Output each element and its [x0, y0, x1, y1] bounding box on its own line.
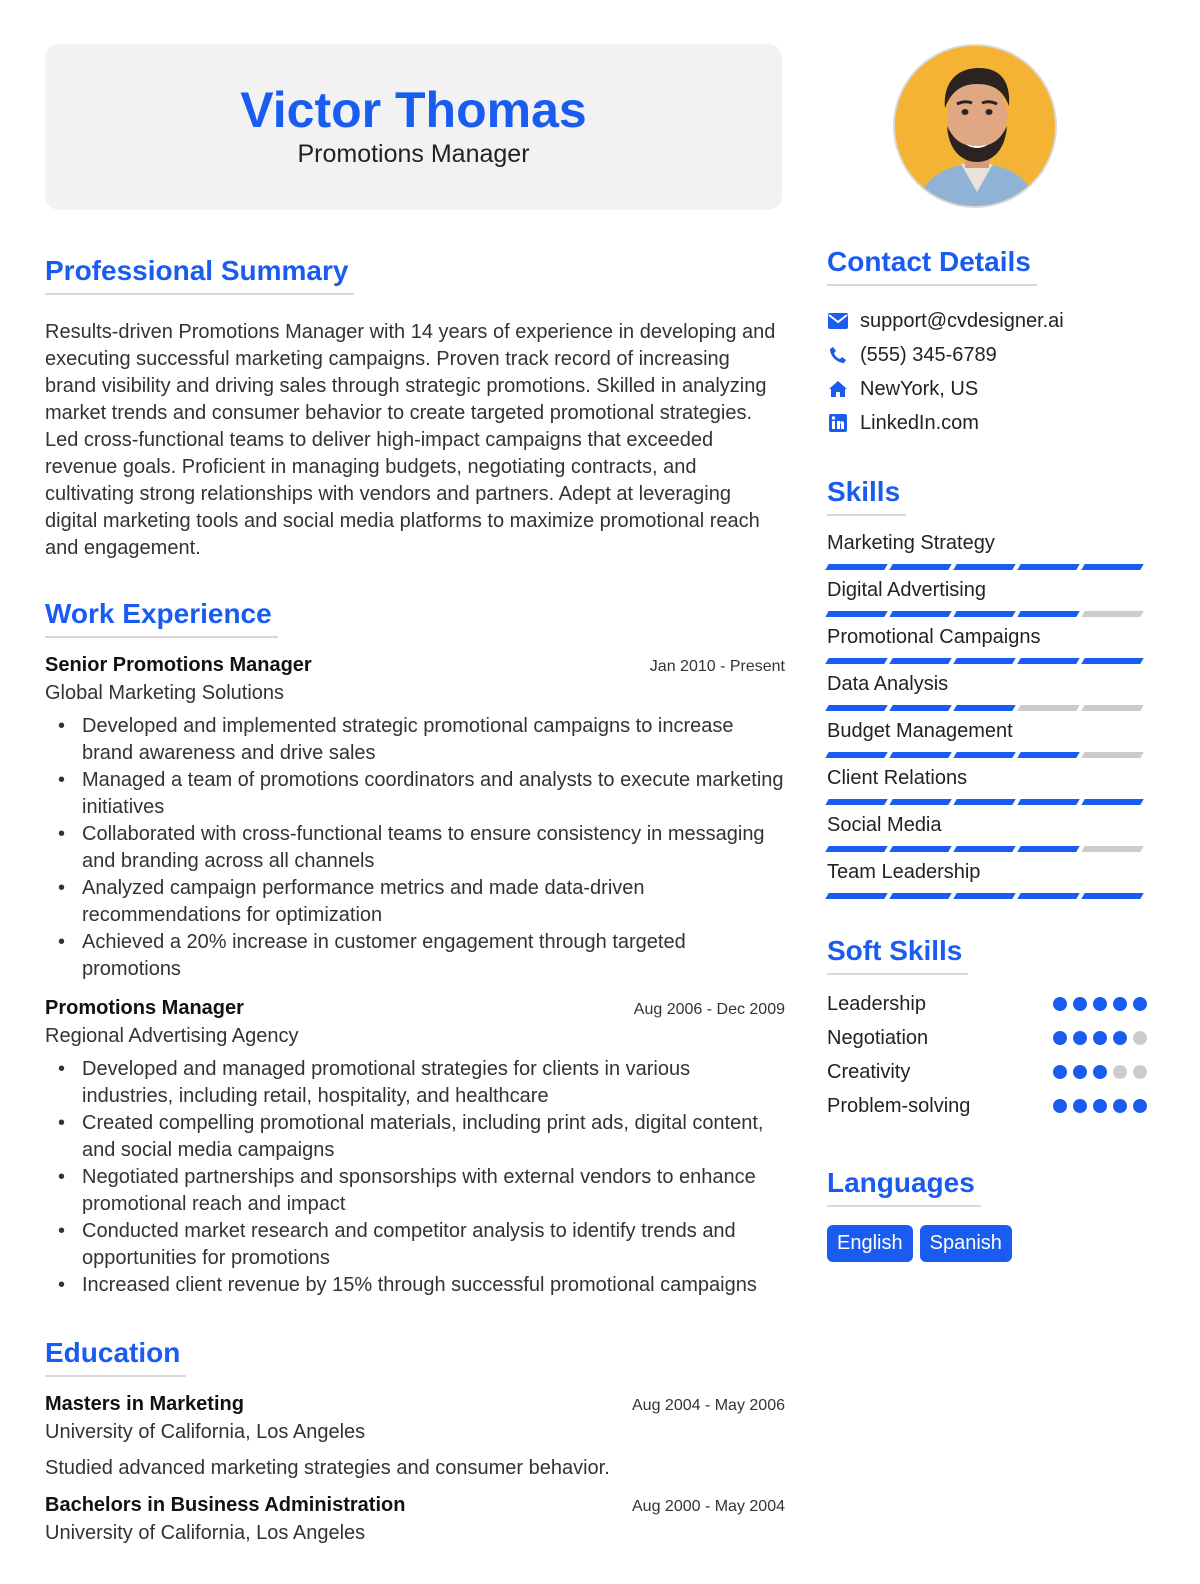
skill-level-segment	[1081, 893, 1143, 899]
skill-level-segment	[889, 752, 951, 758]
rating-dot	[1073, 997, 1087, 1011]
degree-title: Masters in Marketing	[45, 1393, 244, 1415]
job-bullet: • Created compelling promotional materials, including print ads, digital content, and social media campaigns	[45, 1110, 785, 1164]
contact-heading: Contact Details	[827, 246, 1037, 286]
summary-text: Results-driven Promotions Manager with 14 years of experience in developing and executing successful marketing campaigns. Proven track record of increasing brand visibility and driving sales through strategic promotions. Skilled in analyzing market trends and consumer behavior to create targeted promotional strategies. Led cross-functional teams to deliver high-impact campaigns that exceeded revenue goals. Proficient in managing budgets, negotiating contracts, and cultivating strong relationships with vendors and partners. Adept at leveraging digital marketing tools and social media platforms to maximize promotional reach and engagement.	[45, 321, 776, 559]
skill-level-bar	[827, 846, 1147, 852]
soft-skill-name: Creativity	[827, 1060, 911, 1083]
skill-level-segment	[825, 799, 887, 805]
job-bullet: • Increased client revenue by 15% through successful promotional campaigns	[45, 1272, 785, 1299]
contact-list	[827, 304, 1147, 440]
skill-item	[827, 718, 1147, 758]
skill-level-segment	[825, 705, 887, 711]
school-name: University of California, Los Angeles	[45, 1421, 366, 1443]
skill-level-segment	[889, 564, 951, 570]
school-name: University of California, Los Angeles	[45, 1522, 366, 1544]
envelope-icon	[827, 311, 849, 331]
job-company: Global Marketing Solutions	[45, 682, 285, 704]
skill-item	[827, 577, 1147, 617]
job-bullet: • Negotiated partnerships and sponsorships with external vendors to enhance promotional reach and impact	[45, 1164, 785, 1218]
skill-name: Budget Management	[827, 720, 1013, 742]
skill-level-segment	[1081, 705, 1143, 711]
rating-dot	[1133, 997, 1147, 1011]
rating-dot	[1053, 1031, 1067, 1045]
skill-level-bar	[827, 705, 1147, 711]
skill-level-segment	[953, 658, 1015, 664]
skills-heading: Skills	[827, 476, 906, 516]
rating-dot	[1113, 997, 1127, 1011]
skill-level-segment	[1017, 893, 1079, 899]
rating-dot	[1133, 1065, 1147, 1079]
skill-name: Data Analysis	[827, 673, 949, 695]
skill-item	[827, 530, 1147, 570]
soft-skill-name: Leadership	[827, 992, 926, 1015]
languages-list	[827, 1225, 1147, 1262]
skill-level-segment	[1081, 846, 1143, 852]
rating-dot	[1053, 1099, 1067, 1113]
skill-level-segment	[825, 611, 887, 617]
rating-dot	[1053, 1065, 1067, 1079]
skill-level-segment	[825, 564, 887, 570]
skill-level-segment	[1081, 799, 1143, 805]
contact-location	[827, 372, 1147, 406]
skill-level-bar	[827, 893, 1147, 899]
job-entry	[45, 654, 785, 983]
skill-item	[827, 859, 1147, 899]
skill-level-segment	[889, 799, 951, 805]
soft-skill-name: Problem-solving	[827, 1094, 971, 1117]
skill-name: Social Media	[827, 814, 942, 836]
job-bullet: • Analyzed campaign performance metrics and made data-driven recommendations for optimization	[45, 875, 785, 929]
candidate-name: Victor Thomas	[240, 82, 587, 138]
linkedin-icon	[827, 413, 849, 433]
soft-skill-item	[827, 1089, 1147, 1123]
soft-skill-rating	[1053, 1031, 1147, 1045]
skill-level-segment	[1017, 611, 1079, 617]
profile-photo	[893, 44, 1057, 208]
skill-level-segment	[825, 846, 887, 852]
job-bullets	[45, 713, 785, 983]
job-date: Jan 2010 - Present	[649, 658, 785, 675]
skill-level-segment	[889, 893, 951, 899]
skill-name: Digital Advertising	[827, 579, 986, 601]
rating-dot	[1073, 1065, 1087, 1079]
job-title: Promotions Manager	[45, 997, 244, 1019]
skill-level-bar	[827, 752, 1147, 758]
skill-level-segment	[1017, 658, 1079, 664]
soft-skill-rating	[1053, 997, 1147, 1011]
contact-email-text: support@cvdesigner.ai	[860, 309, 1064, 332]
skill-level-segment	[825, 658, 887, 664]
education-entry	[45, 1494, 785, 1545]
rating-dot	[1093, 997, 1107, 1011]
candidate-role: Promotions Manager	[297, 140, 530, 168]
education-description: Studied advanced marketing strategies and consumer behavior.	[45, 1457, 610, 1479]
rating-dot	[1113, 1099, 1127, 1113]
rating-dot	[1133, 1099, 1147, 1113]
home-icon	[827, 379, 849, 399]
skill-level-segment	[1017, 846, 1079, 852]
summary-heading: Professional Summary	[45, 255, 354, 295]
job-bullets	[45, 1056, 785, 1299]
degree-title: Bachelors in Business Administration	[45, 1494, 406, 1516]
skill-item	[827, 765, 1147, 805]
skill-level-bar	[827, 564, 1147, 570]
skill-level-segment	[1017, 705, 1079, 711]
rating-dot	[1073, 1031, 1087, 1045]
rating-dot	[1093, 1065, 1107, 1079]
job-bullet: • Achieved a 20% increase in customer engagement through targeted promotions	[45, 929, 785, 983]
header-card	[45, 44, 782, 210]
skill-item	[827, 812, 1147, 852]
contact-linkedin-text: LinkedIn.com	[860, 411, 979, 434]
education-date: Aug 2004 - May 2006	[632, 1397, 785, 1414]
soft-skills-list	[827, 987, 1147, 1123]
sidebar-column	[827, 246, 1147, 1262]
job-date: Aug 2006 - Dec 2009	[633, 1001, 785, 1018]
language-badge: English	[827, 1225, 913, 1262]
contact-phone[interactable]	[827, 338, 1147, 372]
skill-level-segment	[889, 705, 951, 711]
skill-level-segment	[825, 893, 887, 899]
skill-level-segment	[953, 564, 1015, 570]
job-entry	[45, 997, 785, 1299]
languages-heading: Languages	[827, 1167, 981, 1207]
job-bullet: • Developed and managed promotional strategies for clients in various industries, including retail, hospitality, and healthcare	[45, 1056, 785, 1110]
skill-level-segment	[953, 752, 1015, 758]
rating-dot	[1093, 1099, 1107, 1113]
soft-skill-item	[827, 987, 1147, 1021]
job-bullet: • Managed a team of promotions coordinators and analysts to execute marketing initiatives	[45, 767, 785, 821]
skill-level-bar	[827, 658, 1147, 664]
skill-level-segment	[953, 611, 1015, 617]
skill-name: Promotional Campaigns	[827, 626, 1041, 648]
skill-level-bar	[827, 611, 1147, 617]
rating-dot	[1113, 1065, 1127, 1079]
skill-name: Client Relations	[827, 767, 968, 789]
job-bullet: • Developed and implemented strategic promotional campaigns to increase brand awareness and drive sales	[45, 713, 785, 767]
skill-level-segment	[1081, 611, 1143, 617]
skill-level-segment	[1081, 658, 1143, 664]
phone-icon	[827, 345, 849, 365]
experience-heading: Work Experience	[45, 598, 278, 638]
education-entry	[45, 1393, 785, 1480]
soft-skill-rating	[1053, 1099, 1147, 1113]
skill-level-segment	[953, 893, 1015, 899]
contact-phone-text: (555) 345-6789	[860, 343, 997, 366]
soft-skill-rating	[1053, 1065, 1147, 1079]
language-badge: Spanish	[920, 1225, 1012, 1262]
skill-level-segment	[953, 705, 1015, 711]
rating-dot	[1113, 1031, 1127, 1045]
skill-level-segment	[889, 658, 951, 664]
skill-level-segment	[889, 611, 951, 617]
skill-name: Marketing Strategy	[827, 532, 995, 554]
avatar-illustration	[895, 46, 1057, 208]
skill-level-segment	[825, 752, 887, 758]
rating-dot	[1053, 997, 1067, 1011]
skill-level-segment	[953, 799, 1015, 805]
skill-item	[827, 624, 1147, 664]
skill-level-segment	[1017, 799, 1079, 805]
skill-level-segment	[953, 846, 1015, 852]
job-title: Senior Promotions Manager	[45, 654, 312, 676]
contact-location-text: NewYork, US	[860, 377, 979, 400]
soft-skill-item	[827, 1055, 1147, 1089]
education-date: Aug 2000 - May 2004	[632, 1498, 785, 1515]
rating-dot	[1073, 1099, 1087, 1113]
main-column	[45, 255, 785, 1545]
skill-level-segment	[1081, 564, 1143, 570]
skill-level-segment	[889, 846, 951, 852]
soft-skill-name: Negotiation	[827, 1026, 929, 1049]
skill-level-bar	[827, 799, 1147, 805]
skill-level-segment	[1081, 752, 1143, 758]
education-heading: Education	[45, 1337, 186, 1377]
rating-dot	[1093, 1031, 1107, 1045]
skill-item	[827, 671, 1147, 711]
skills-list	[827, 530, 1147, 899]
job-bullet: • Collaborated with cross-functional teams to ensure consistency in messaging and branding across all channels	[45, 821, 785, 875]
skill-name: Team Leadership	[827, 861, 981, 883]
job-company: Regional Advertising Agency	[45, 1025, 299, 1047]
contact-linkedin[interactable]	[827, 406, 1147, 440]
contact-email[interactable]	[827, 304, 1147, 338]
soft-skills-heading: Soft Skills	[827, 935, 968, 975]
job-bullet: • Conducted market research and competitor analysis to identify trends and opportunities for promotions	[45, 1218, 785, 1272]
soft-skill-item	[827, 1021, 1147, 1055]
skill-level-segment	[1017, 752, 1079, 758]
skill-level-segment	[1017, 564, 1079, 570]
rating-dot	[1133, 1031, 1147, 1045]
